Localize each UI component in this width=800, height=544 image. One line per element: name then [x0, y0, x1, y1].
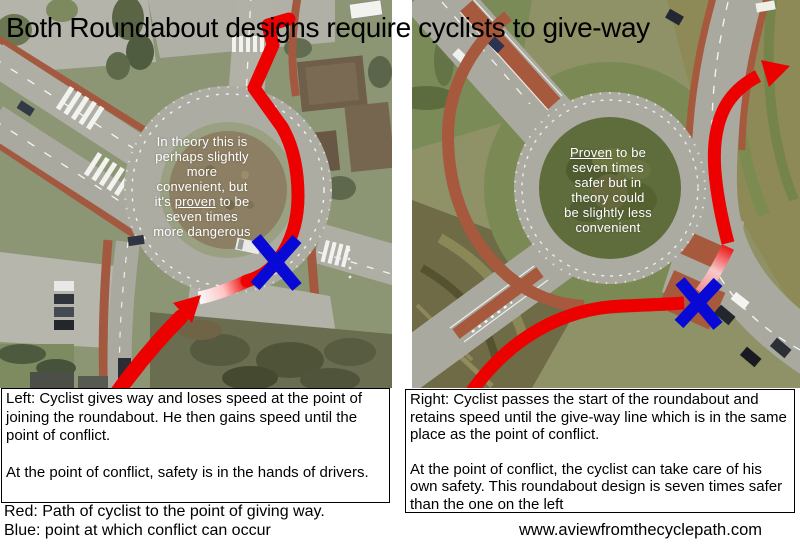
caption-paragraph: Right: Cyclist passes the start of the roundabout and retains speed until the give-way line which is in the same place as the point of conflict.	[410, 391, 787, 444]
note-line: In theory this is	[156, 134, 248, 149]
note-line: convenient, but	[156, 179, 248, 194]
note-line: be slightly less	[564, 205, 652, 220]
note-line: convenient	[575, 220, 641, 235]
underlined-word: proven	[174, 194, 216, 209]
caption-paragraph: At the point of conflict, the cyclist can take care of his own safety. This roundabout design is seven times safer than the one on the left	[410, 460, 783, 513]
website-url: www.aviewfromthecyclepath.com	[518, 521, 762, 539]
note-line: safer but in	[574, 175, 642, 190]
legend-blue-line: Blue: point at which conflict can occur	[4, 521, 271, 539]
note-line: Proven to be	[569, 145, 647, 160]
note-line: more dangerous	[153, 224, 251, 239]
note-line: more	[186, 164, 218, 179]
note-line: theory could	[571, 190, 645, 205]
left-caption-box	[1, 388, 390, 503]
left-roundabout-note	[112, 134, 292, 239]
page-title: Both Roundabout designs require cyclists to give-way	[6, 12, 650, 43]
building	[78, 376, 108, 388]
right-roundabout-note	[518, 145, 698, 235]
note-line: seven times	[166, 209, 238, 224]
building	[30, 372, 74, 388]
legend-red-line: Red: Path of cyclist to the point of giving way.	[4, 503, 325, 520]
caption-paragraph: At the point of conflict, safety is in the hands of drivers.	[6, 463, 369, 481]
legend	[4, 503, 325, 540]
caption-paragraph: Left: Cyclist gives way and loses speed at the point of joining the roundabout. He then gains speed until the point of conflict.	[6, 390, 363, 445]
underlined-word: Proven	[569, 145, 613, 160]
right-caption-box	[405, 389, 795, 513]
note-line: perhaps slightly	[155, 149, 249, 164]
note-line: it's proven to be	[154, 194, 250, 209]
note-line: seven times	[572, 160, 644, 175]
